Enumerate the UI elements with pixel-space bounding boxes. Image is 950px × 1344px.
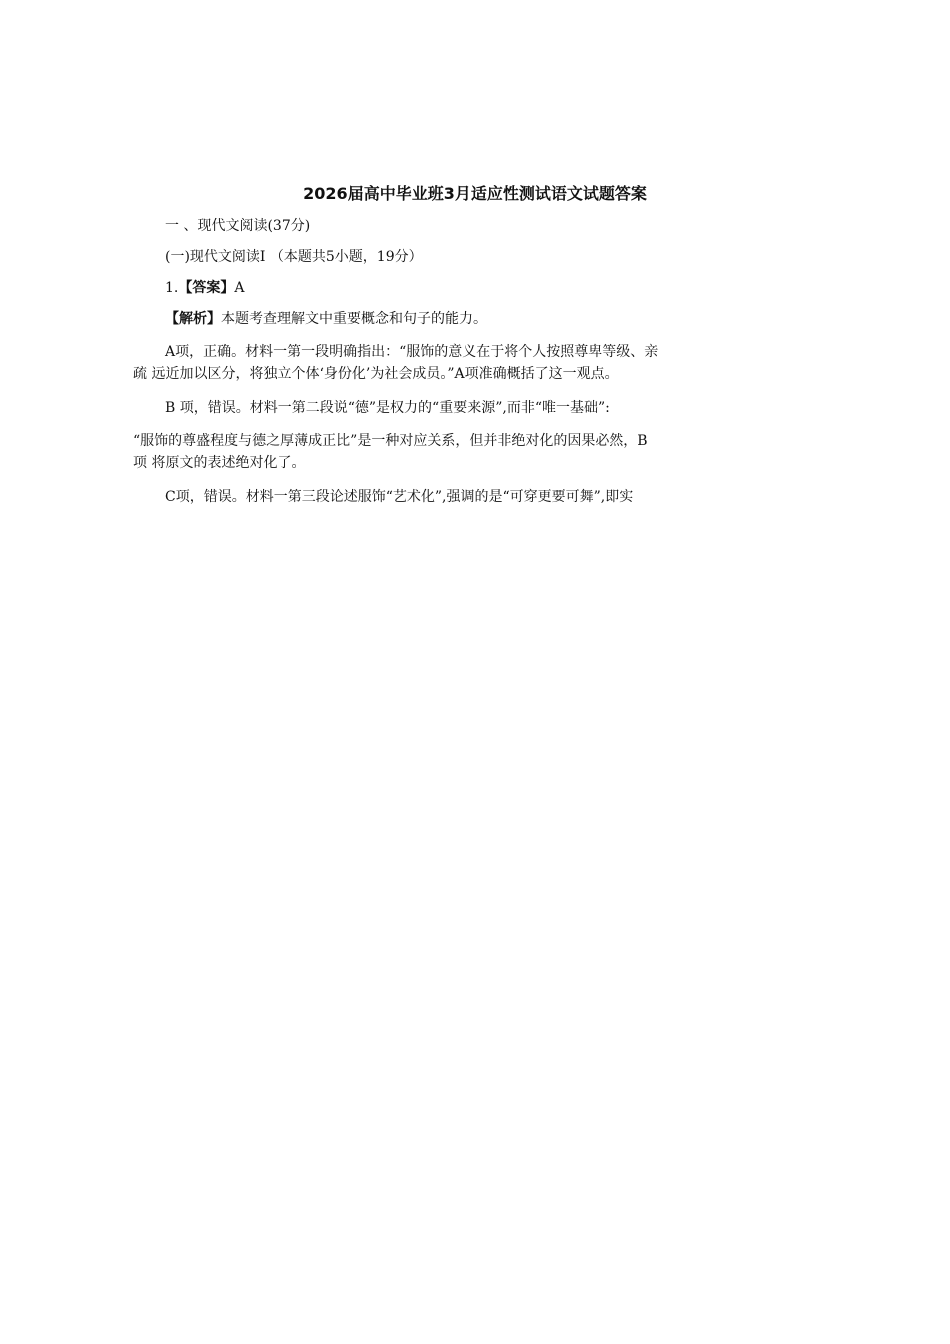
answer-value: A xyxy=(234,280,245,296)
item-a-line-1: A项，正确。材料一第一段明确指出：“服饰的意义在于将个人按照尊卑等级、亲 xyxy=(165,344,659,360)
question-1-answer-line xyxy=(165,278,244,298)
analysis-text: 本题考查理解文中重要概念和句子的能力。 xyxy=(221,311,487,327)
item-c-line-1: C项，错误。材料一第三段论述服饰“艺术化”,强调的是“可穿更要可舞”,即实 xyxy=(165,489,634,505)
section-heading: 一 、现代文阅读(37分) xyxy=(165,218,311,234)
item-b-line-2: “服饰的尊盛程度与德之厚薄成正比”是一种对应关系，但并非绝对化的因果必然，B xyxy=(133,433,648,449)
question-number: 1. xyxy=(165,280,179,296)
analysis-line xyxy=(165,309,487,329)
subsection-heading: (一)现代文阅读Ⅰ （本题共5小题，19分） xyxy=(165,249,423,265)
answer-label: 【答案】 xyxy=(178,280,235,296)
analysis-label: 【解析】 xyxy=(165,311,221,327)
item-a-line-2: 疏 远近加以区分，将独立个体‘身份化’为社会成员。”A项准确概括了这一观点。 xyxy=(133,366,619,382)
document-title: 2026届高中毕业班3月适应性测试语文试题答案 xyxy=(303,184,647,203)
item-b-line-1: B 项，错误。材料一第二段说“德”是权力的“重要来源”,而非“唯一基础”: xyxy=(165,400,610,416)
item-b-line-3: 项 将原文的表述绝对化了。 xyxy=(133,455,306,471)
